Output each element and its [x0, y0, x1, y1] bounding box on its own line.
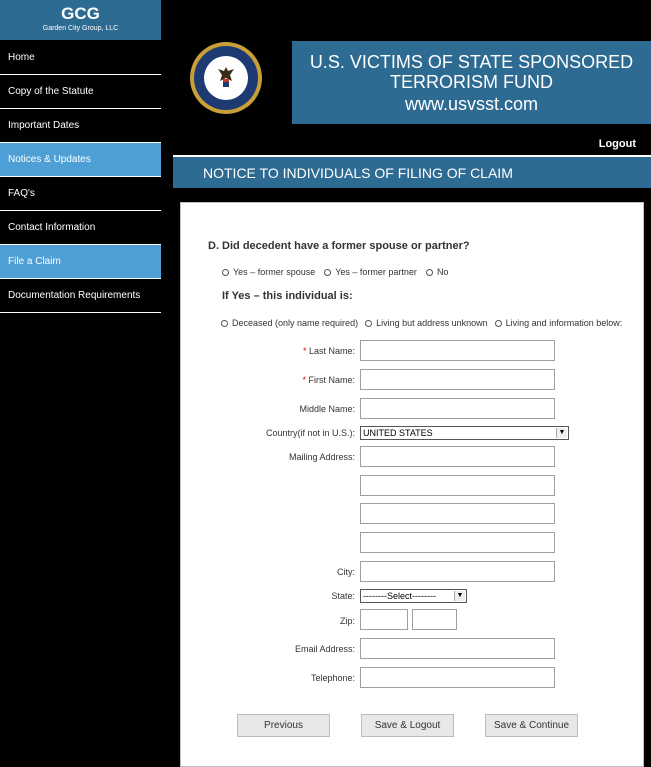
city-label: City:	[337, 567, 355, 577]
country-label: Country(if not in U.S.):	[265, 428, 355, 438]
save-logout-button[interactable]: Save & Logout	[361, 714, 454, 737]
zip-input[interactable]	[360, 609, 408, 630]
radio-label: No	[436, 267, 449, 277]
seal-ring	[194, 46, 258, 110]
state-select[interactable]	[360, 589, 467, 603]
sidebar-item-contact-information[interactable]	[0, 211, 161, 245]
required-marker: *	[302, 375, 306, 385]
radio-label: Yes – former spouse	[233, 267, 316, 277]
state-select-value: --------Select--------	[363, 591, 436, 601]
sidebar-item-label: Contact Information	[8, 222, 96, 233]
sidebar-item-important-dates[interactable]	[0, 109, 161, 143]
logo-mark: GCG	[61, 4, 100, 23]
radio-circle-icon	[222, 269, 229, 276]
city-input[interactable]	[360, 561, 555, 582]
logout-link[interactable]: Logout	[598, 138, 636, 150]
telephone-label: Telephone:	[310, 673, 355, 683]
radio-living-address-unknown[interactable]	[365, 318, 488, 328]
telephone-input[interactable]	[360, 667, 555, 688]
radio-label: Deceased (only name required)	[232, 318, 359, 328]
seal-inner	[204, 56, 248, 100]
sidebar-item-label: Home	[8, 51, 35, 63]
required-marker: *	[302, 346, 307, 356]
sidebar-item-label: File a Claim	[8, 256, 61, 267]
sidebar	[0, 0, 161, 767]
page-title-text: NOTICE TO INDIVIDUALS OF FILING OF CLAIM	[203, 164, 513, 181]
sidebar-item-label: Copy of the Statute	[8, 86, 94, 97]
sidebar-item-label: FAQ's	[8, 188, 35, 199]
radio-circle-icon	[495, 320, 502, 327]
middle-name-label: Middle Name:	[299, 404, 355, 414]
radio-label: Living and information below:	[505, 318, 623, 328]
sidebar-item-notices-updates[interactable]	[0, 143, 161, 177]
email-label: Email Address:	[294, 644, 355, 654]
sidebar-item-label: Notices & Updates	[8, 154, 91, 165]
logo-subtitle: Garden City Group, LLC	[42, 25, 119, 32]
status-radio-group	[221, 318, 622, 328]
country-select[interactable]	[360, 426, 569, 440]
site-title-line1: U.S. VICTIMS OF STATE SPONSORED	[309, 52, 634, 72]
country-select-value: UNITED STATES	[363, 428, 433, 438]
sidebar-nav	[0, 40, 161, 313]
doj-seal-icon	[190, 42, 262, 114]
save-continue-button[interactable]: Save & Continue	[485, 714, 578, 737]
eagle-icon	[215, 65, 237, 91]
site-url[interactable]: www.usvsst.com	[404, 94, 539, 114]
sidebar-item-label: Important Dates	[8, 120, 80, 131]
zip-extension-input[interactable]	[412, 609, 457, 630]
mailing-address-line2-input[interactable]	[360, 475, 555, 496]
chevron-down-icon: ▼	[454, 591, 465, 601]
radio-label: Living but address unknown	[376, 318, 488, 328]
radio-circle-icon	[426, 269, 433, 276]
sidebar-item-copy-of-statute[interactable]	[0, 75, 161, 109]
sidebar-item-home[interactable]	[0, 40, 161, 75]
mailing-address-label: Mailing Address:	[288, 452, 355, 462]
sidebar-item-documentation-requirements[interactable]	[0, 279, 161, 313]
previous-button[interactable]: Previous	[237, 714, 330, 737]
claim-form-panel	[180, 202, 644, 767]
sidebar-item-faqs[interactable]	[0, 177, 161, 211]
last-name-input[interactable]	[360, 340, 555, 361]
spouse-radio-group	[222, 267, 457, 277]
radio-yes-former-spouse[interactable]	[222, 267, 315, 277]
radio-living-info-below[interactable]	[495, 318, 623, 328]
radio-circle-icon	[221, 320, 228, 327]
radio-no[interactable]	[426, 267, 449, 277]
radio-deceased[interactable]	[221, 318, 358, 328]
label-text: First Name:	[308, 375, 355, 385]
middle-name-input[interactable]	[360, 398, 555, 419]
radio-circle-icon	[324, 269, 331, 276]
if-yes-heading: If Yes – this individual is:	[222, 290, 353, 302]
first-name-input[interactable]	[360, 369, 555, 390]
zip-label: Zip:	[339, 616, 355, 626]
sidebar-item-label: Documentation Requirements	[8, 290, 141, 301]
first-name-label	[181, 375, 355, 385]
state-label: State:	[331, 591, 355, 601]
question-former-spouse: D. Did decedent have a former spouse or partner?	[208, 240, 470, 252]
site-title-banner	[292, 41, 651, 124]
mailing-address-line1-input[interactable]	[360, 446, 555, 467]
label-text: Last Name:	[308, 346, 355, 356]
radio-label: Yes – former partner	[335, 267, 417, 277]
site-title-line2: TERRORISM FUND	[390, 72, 553, 92]
last-name-label	[181, 346, 355, 356]
radio-yes-former-partner[interactable]	[324, 267, 417, 277]
radio-circle-icon	[365, 320, 372, 327]
chevron-down-icon: ▼	[556, 428, 567, 438]
mailing-address-line3-input[interactable]	[360, 503, 555, 524]
mailing-address-line4-input[interactable]	[360, 532, 555, 553]
email-input[interactable]	[360, 638, 555, 659]
sidebar-item-file-a-claim[interactable]	[0, 245, 161, 279]
gcg-logo[interactable]	[0, 0, 161, 40]
page-title	[173, 155, 651, 188]
